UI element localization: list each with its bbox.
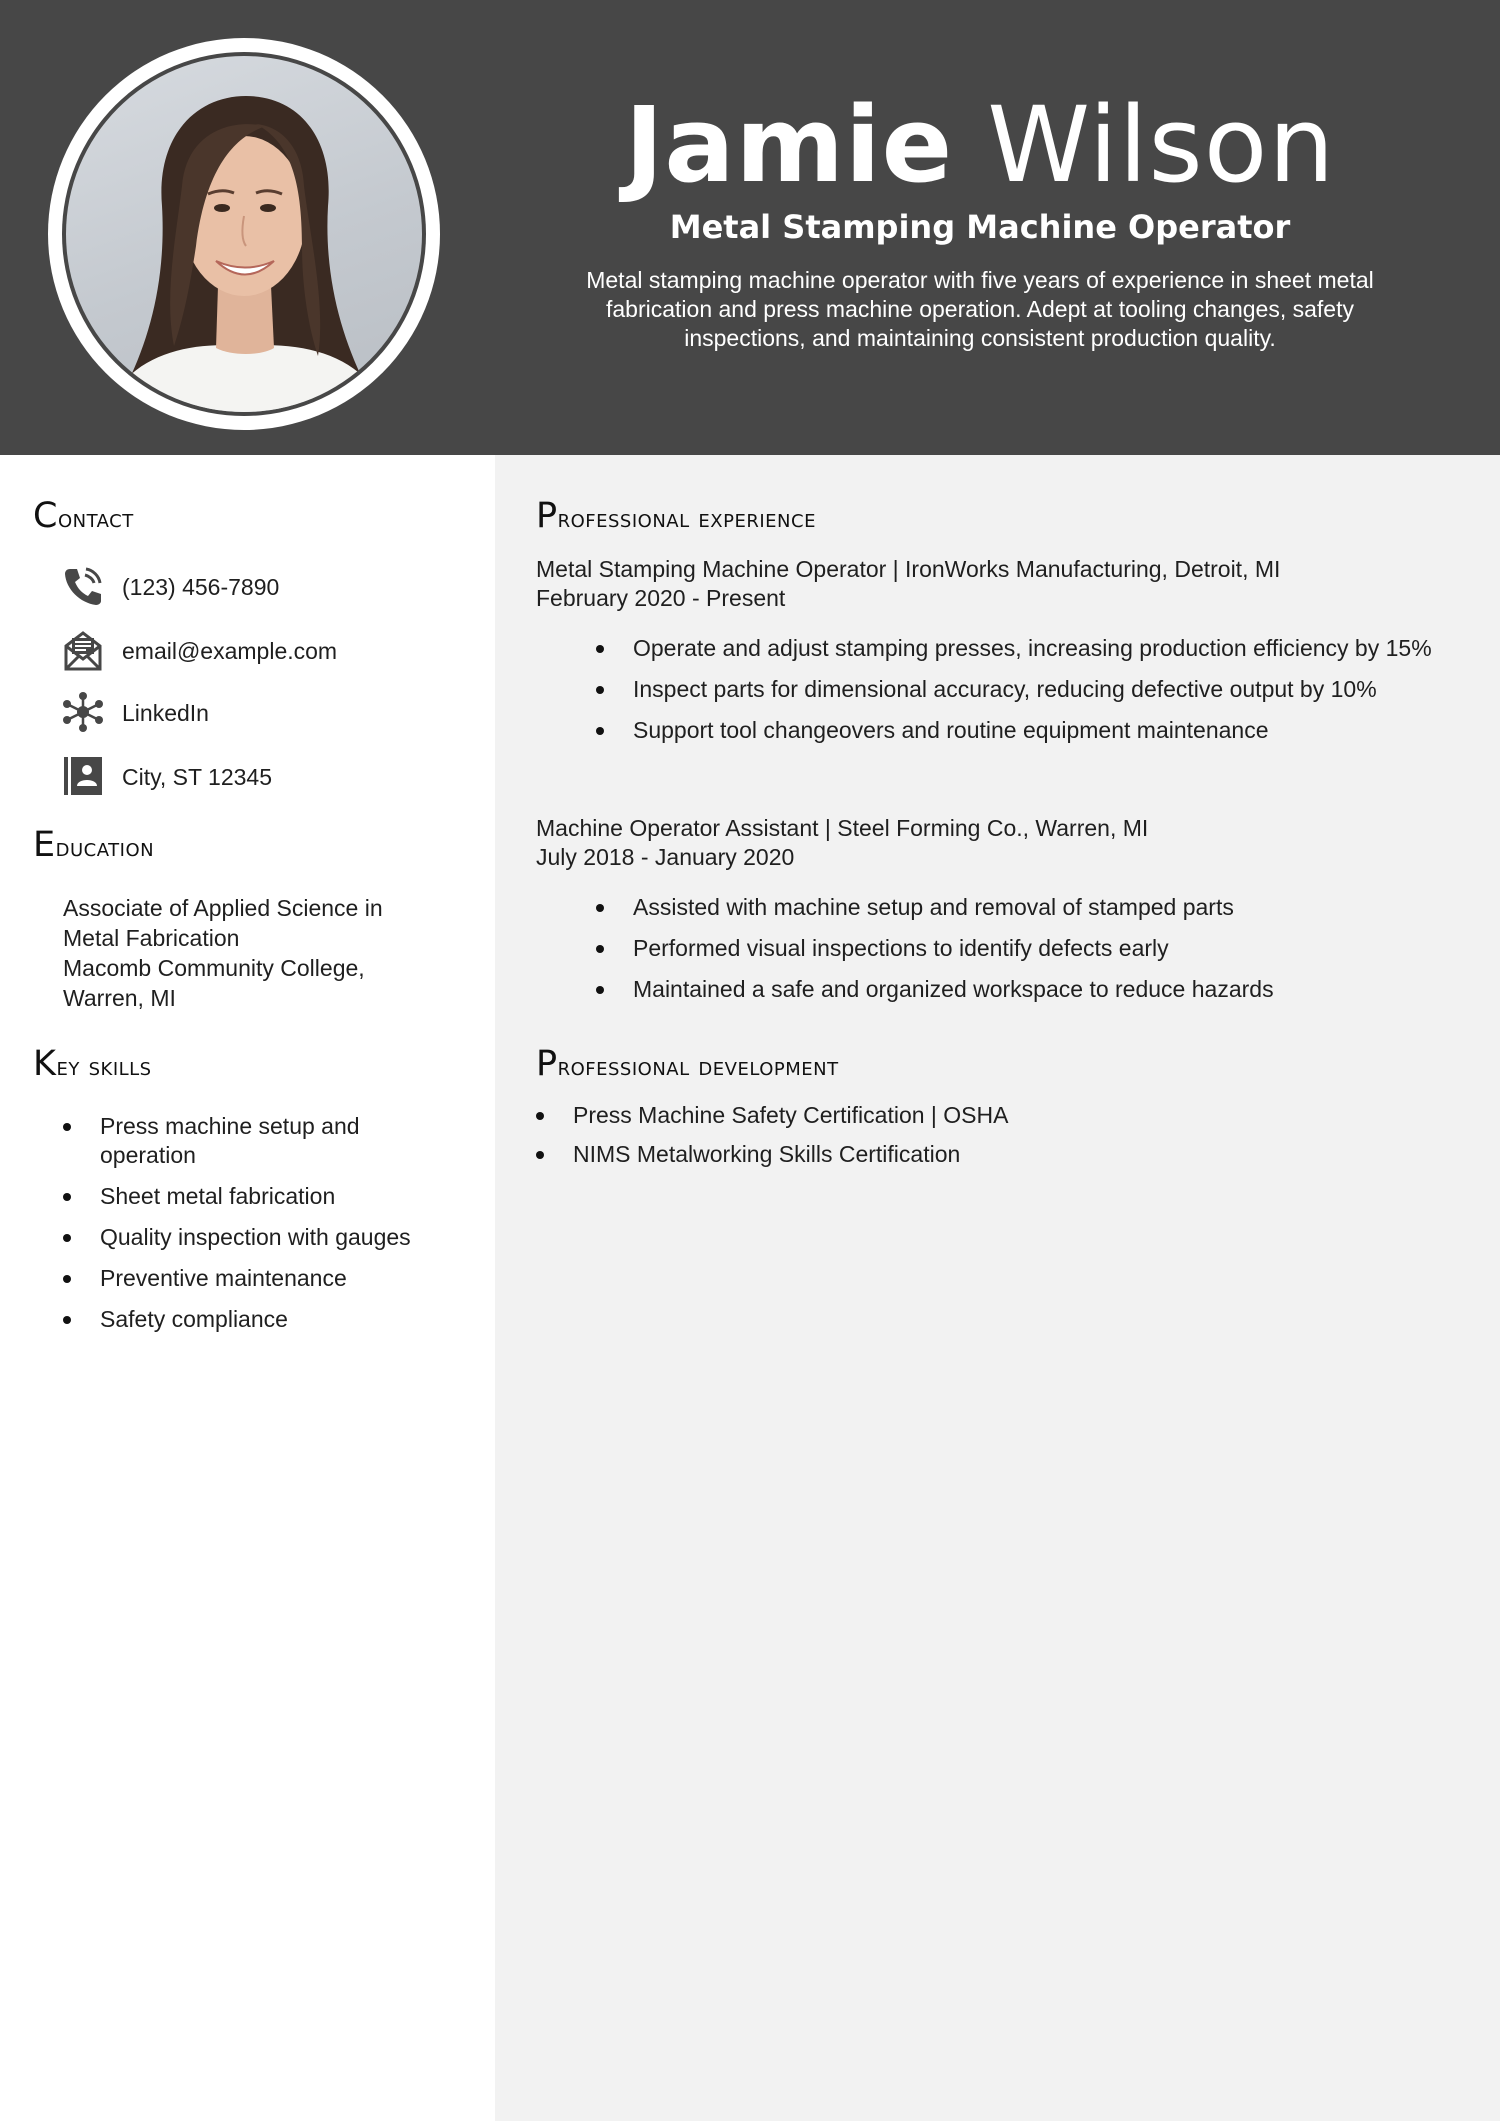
degree-line-2: Metal Fabrication (63, 925, 240, 951)
education-heading (33, 825, 154, 865)
header-banner (0, 0, 1500, 455)
job-2-header (536, 814, 1456, 872)
contact-phone[interactable] (62, 565, 462, 609)
profile-photo-frame (48, 38, 440, 430)
job-bullet: Support tool changeovers and routine equipment maintenance (596, 716, 1456, 745)
job-1-dates: February 2020 - Present (536, 585, 786, 611)
contact-heading (33, 496, 134, 536)
job-bullet: Inspect parts for dimensional accuracy, reducing defective output by 10% (596, 675, 1456, 704)
job-title: Metal Stamping Machine Operator (669, 208, 1291, 246)
job-2-bullets (596, 893, 1456, 1016)
experience-heading-rest: rofessional experience (557, 504, 816, 534)
skill-item: Safety compliance (63, 1305, 443, 1334)
contact-heading-cap: C (33, 496, 58, 536)
job-1-role: Metal Stamping Machine Operator | IronWorks Manufacturing, Detroit, MI (536, 556, 1281, 582)
education-heading-cap: E (33, 825, 56, 865)
education-heading-rest: ducation (55, 833, 155, 863)
job-bullet: Assisted with machine setup and removal of stamped parts (596, 893, 1456, 922)
candidate-name (520, 84, 1440, 206)
degree-line-1: Associate of Applied Science in (63, 895, 383, 921)
development-heading-rest: rofessional development (557, 1052, 839, 1082)
job-1-header (536, 555, 1456, 613)
portrait-illustration (66, 56, 422, 412)
linkedin-link[interactable]: LinkedIn (122, 700, 209, 726)
development-list (536, 1101, 1436, 1179)
job-bullet: Performed visual inspections to identify defects early (596, 934, 1456, 963)
experience-heading-cap: P (536, 496, 558, 536)
skill-item: Quality inspection with gauges (63, 1223, 443, 1252)
city-state-zip: City, ST 12345 (122, 764, 273, 790)
job-bullet: Maintained a safe and organized workspace to reduce hazards (596, 975, 1456, 1004)
school-line-1: Macomb Community College, (63, 955, 365, 981)
experience-heading (536, 496, 816, 536)
job-bullet: Operate and adjust stamping presses, increasing production efficiency by 15% (596, 634, 1456, 663)
skills-heading (33, 1044, 152, 1084)
development-heading (536, 1044, 839, 1084)
job-1-bullets (596, 634, 1456, 757)
profile-photo (62, 52, 426, 416)
skills-list (63, 1112, 443, 1346)
education-entry (63, 893, 463, 1013)
certification-item: NIMS Metalworking Skills Certification (536, 1140, 1436, 1169)
email-address: email@example.com (122, 638, 338, 664)
phone-number: (123) 456-7890 (122, 574, 280, 600)
address-book-icon (62, 755, 104, 797)
portrait-image (66, 56, 422, 412)
contact-linkedin[interactable] (62, 691, 462, 735)
certification-item: Press Machine Safety Certification | OSHA (536, 1101, 1436, 1130)
contact-email[interactable] (62, 629, 462, 673)
contact-heading-rest: ontact (57, 504, 134, 534)
skill-item: Press machine setup and operation (63, 1112, 443, 1170)
last-name: Wilson (987, 84, 1336, 206)
development-heading-cap: P (536, 1044, 558, 1084)
job-2-role: Machine Operator Assistant | Steel Forming Co., Warren, MI (536, 815, 1149, 841)
skill-item: Sheet metal fabrication (63, 1182, 443, 1211)
profile-summary: Metal stamping machine operator with five years of experience in sheet metal fabrication and press machine operation. Adept at tooling changes, safety inspections, and maintaining consistent production quality. (586, 267, 1374, 351)
school-line-2: Warren, MI (63, 985, 176, 1011)
contact-address (62, 755, 462, 799)
skills-heading-cap: K (33, 1044, 57, 1084)
job-2-dates: July 2018 - January 2020 (536, 844, 795, 870)
skills-heading-rest: ey skills (56, 1052, 152, 1082)
network-icon (62, 691, 104, 733)
first-name: Jamie (624, 84, 954, 206)
phone-icon (62, 565, 104, 607)
email-icon (62, 629, 104, 671)
skill-item: Preventive maintenance (63, 1264, 443, 1293)
